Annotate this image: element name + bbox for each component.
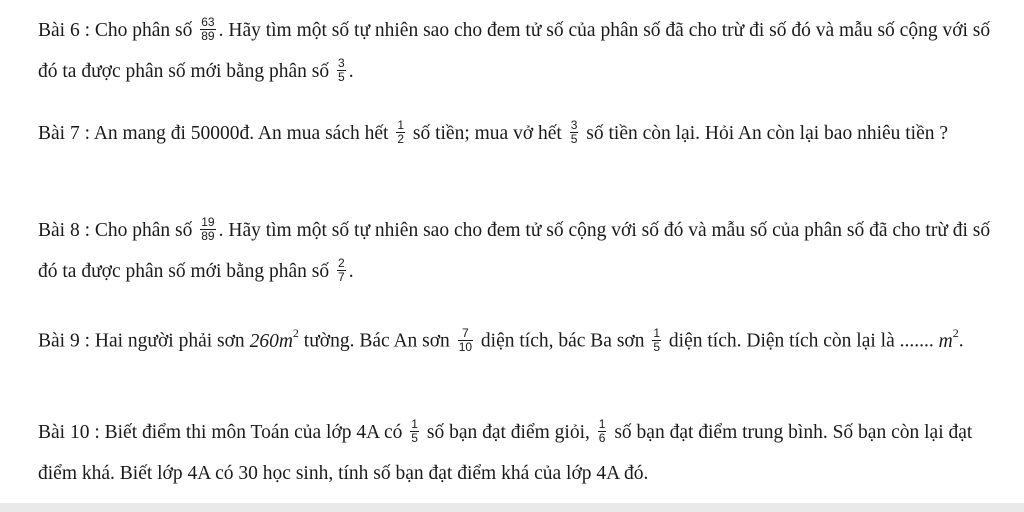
problem-8 [38, 210, 998, 292]
problem-text: Cho phân số [94, 220, 193, 241]
unit: $m^2$ [938, 326, 959, 352]
fraction: $\frac{1}{5}$ [653, 325, 661, 354]
problem-label: Bài 10 : [38, 422, 100, 443]
problem-6 [38, 10, 998, 92]
problem-text: diện tích. Diện tích còn lại là ....... [668, 330, 934, 352]
problem-text: số bạn đạt điểm trung bình. Số bạn còn lại đạt điểm khá. Biết lớp 4A có 30 học sinh, tính số bạn đạt điểm khá của lớp 4A đó. [38, 422, 973, 484]
problem-text: Biết điểm thi môn Toán của lớp 4A có [104, 422, 403, 443]
problem-text: tường. Bác An sơn [303, 330, 450, 352]
problem-text: . [348, 61, 354, 82]
fraction: $\frac{1}{5}$ [411, 417, 418, 446]
fraction: $\frac{2}{7}$ [338, 256, 345, 285]
fraction: $\frac{63}{89}$ [201, 15, 215, 44]
problem-label: Bài 6 : [38, 20, 90, 41]
fraction: $\frac{7}{10}$ [458, 325, 473, 354]
problem-text: Hai người phải sơn [94, 330, 245, 352]
problem-label: Bài 7 : [38, 123, 90, 144]
problem-text: . Hãy tìm một số tự nhiên sao cho đem tử số cộng với số đó và mẫu số của phân số đã cho trừ đi số đó ta được phân số mới bằng phân số [38, 220, 991, 282]
problem-text: số bạn đạt điểm giỏi, [426, 422, 590, 443]
fraction: $\frac{3}{5}$ [570, 118, 578, 147]
problem-10 [38, 412, 998, 494]
bottom-edge [0, 503, 1024, 512]
fraction: $\frac{19}{89}$ [201, 215, 215, 244]
fraction: $\frac{3}{5}$ [338, 56, 345, 85]
problem-text: An mang đi 50000đ. An mua sách hết [93, 123, 389, 144]
problem-text: . [348, 261, 354, 282]
fraction: $\frac{1}{6}$ [598, 417, 606, 446]
problem-9 [38, 315, 998, 362]
problem-label: Bài 9 : [38, 330, 90, 352]
problem-text: Cho phân số [94, 20, 193, 41]
problem-text: số tiền; mua vở hết [412, 123, 562, 144]
fraction: $\frac{1}{2}$ [397, 118, 404, 147]
problem-text: diện tích, bác Ba sơn [480, 330, 645, 352]
problem-7 [38, 113, 998, 154]
problem-text: . [958, 330, 964, 352]
area-value: $260m^2$ [249, 326, 299, 352]
problem-text: . Hãy tìm một số tự nhiên sao cho đem tử số của phân số đã cho trừ đi số đó và mẫu số cộng với số đó ta được phân số mới bằng phân số [38, 20, 991, 82]
problem-text: số tiền còn lại. Hỏi An còn lại bao nhiêu tiền ? [586, 123, 949, 144]
problem-label: Bài 8 : [38, 220, 90, 241]
